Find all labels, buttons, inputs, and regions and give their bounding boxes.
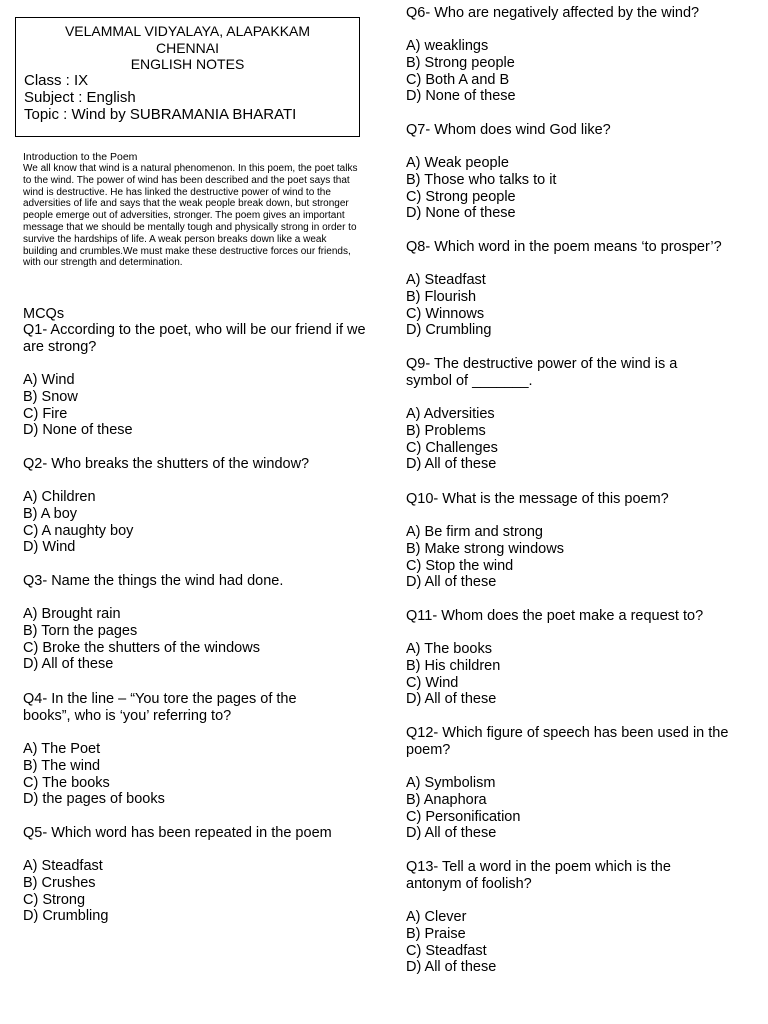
option: A) The Poet — [23, 741, 101, 757]
option: C) Stop the wind — [406, 557, 514, 574]
option: C) Strong people — [406, 188, 516, 205]
option: C) Strong — [23, 891, 86, 908]
option: D) None of these — [23, 422, 133, 439]
question-10 — [406, 491, 751, 591]
option: D) None of these — [406, 205, 516, 222]
option: B) Crushes — [23, 874, 96, 891]
question-text: Q12- Which figure of speech has been used in the poem? — [406, 725, 729, 758]
option: B) Problems — [406, 422, 486, 439]
question-text: Q9- The destructive power of the wind is a symbol of _______. — [406, 356, 678, 389]
question-text: Q5- Which word has been repeated in the poem — [23, 825, 332, 841]
question-3 — [23, 573, 368, 673]
option: A) Adversities — [406, 406, 495, 422]
question-8 — [406, 239, 751, 339]
question-text: Q4- In the line – “You tore the pages of the books”, who is ‘you’ referring to? — [23, 691, 297, 724]
question-text: Q3- Name the things the wind had done. — [23, 573, 284, 589]
option: D) All of these — [23, 656, 114, 673]
option: D) All of these — [406, 574, 497, 591]
option: A) Wind — [23, 372, 75, 388]
question-2 — [23, 456, 368, 556]
option: D) All of these — [406, 825, 497, 842]
question-5 — [23, 825, 368, 925]
option: D) All of these — [406, 456, 497, 473]
option: C) A naughty boy — [23, 522, 134, 539]
option: D) None of these — [406, 88, 516, 105]
option: A) The books — [406, 641, 492, 657]
option: C) The books — [23, 774, 110, 791]
option: D) the pages of books — [23, 791, 165, 808]
option: A) Steadfast — [406, 272, 486, 288]
option: A) Children — [23, 489, 96, 505]
option: A) Steadfast — [23, 858, 103, 874]
option: D) Wind — [23, 539, 76, 556]
subject-line: Subject : English — [24, 89, 136, 106]
question-text: Q8- Which word in the poem means ‘to prosper’? — [406, 239, 722, 255]
option: B) Torn the pages — [23, 622, 138, 639]
option: A) Weak people — [406, 155, 509, 171]
question-7 — [406, 122, 751, 222]
topic-line: Topic : Wind by SUBRAMANIA BHARATI — [24, 106, 297, 123]
header-box — [15, 17, 360, 137]
question-1 — [23, 322, 368, 439]
option: D) All of these — [406, 691, 497, 708]
question-text: Q13- Tell a word in the poem which is the antonym of foolish? — [406, 859, 671, 892]
option: C) Both A and B — [406, 71, 510, 88]
notes-title: ENGLISH NOTES — [130, 56, 245, 72]
option: B) Those who talks to it — [406, 171, 557, 188]
option: C) Wind — [406, 674, 459, 691]
option: C) Challenges — [406, 439, 498, 456]
question-text: Q1- According to the poet, who will be our friend if we are strong? — [23, 322, 366, 355]
option: A) weaklings — [406, 38, 489, 54]
question-12 — [406, 725, 736, 842]
option: B) Make strong windows — [406, 540, 564, 557]
class-line: Class : IX — [24, 72, 89, 89]
question-text: Q7- Whom does wind God like? — [406, 122, 611, 138]
question-text: Q2- Who breaks the shutters of the window? — [23, 456, 310, 472]
question-6 — [406, 5, 751, 105]
option: B) Flourish — [406, 288, 477, 305]
option: C) Steadfast — [406, 942, 487, 959]
city-name: CHENNAI — [155, 40, 219, 56]
option: A) Clever — [406, 909, 467, 925]
option: A) Symbolism — [406, 775, 496, 791]
intro-text: We all know that wind is a natural phenomenon. In this poem, the poet talks to the wind. The power of wind has been described and the poet says that wind is destructive. He has linked the destructive power of wind to the adversities of life and says that the weak people break down, but stronger people emerge out of adversities, stronger. The poem gives an important message that we should be mentally tough and physically strong in order to survive the hardships of life. A weak person breaks down like a weak building and crumbles.We must make these destructive forces our friends, with our strength and determination. — [23, 163, 358, 269]
option: B) Praise — [406, 925, 466, 942]
mcqs-label: MCQs — [23, 306, 65, 322]
option: C) Winnows — [406, 305, 485, 322]
option: B) Snow — [23, 388, 78, 405]
option: B) Anaphora — [406, 791, 487, 808]
option: C) Personification — [406, 808, 521, 825]
question-text: Q11- Whom does the poet make a request to? — [406, 608, 704, 624]
question-text: Q10- What is the message of this poem? — [406, 491, 669, 507]
option: C) Broke the shutters of the windows — [23, 639, 260, 656]
option: B) Strong people — [406, 54, 515, 71]
question-9 — [406, 356, 716, 473]
option: B) The wind — [23, 757, 101, 774]
option: B) His children — [406, 657, 501, 674]
intro-title: Introduction to the Poem — [23, 151, 138, 163]
question-text: Q6- Who are negatively affected by the wind? — [406, 5, 700, 21]
school-name: VELAMMAL VIDYALAYA, ALAPAKKAM — [64, 23, 311, 39]
question-13 — [406, 859, 706, 976]
option: B) A boy — [23, 505, 78, 522]
option: A) Be firm and strong — [406, 524, 543, 540]
option: D) Crumbling — [406, 322, 492, 339]
option: D) Crumbling — [23, 908, 109, 925]
option: D) All of these — [406, 959, 497, 976]
option: C) Fire — [23, 405, 68, 422]
option: A) Brought rain — [23, 606, 121, 622]
question-11 — [406, 608, 751, 708]
question-4 — [23, 691, 343, 808]
